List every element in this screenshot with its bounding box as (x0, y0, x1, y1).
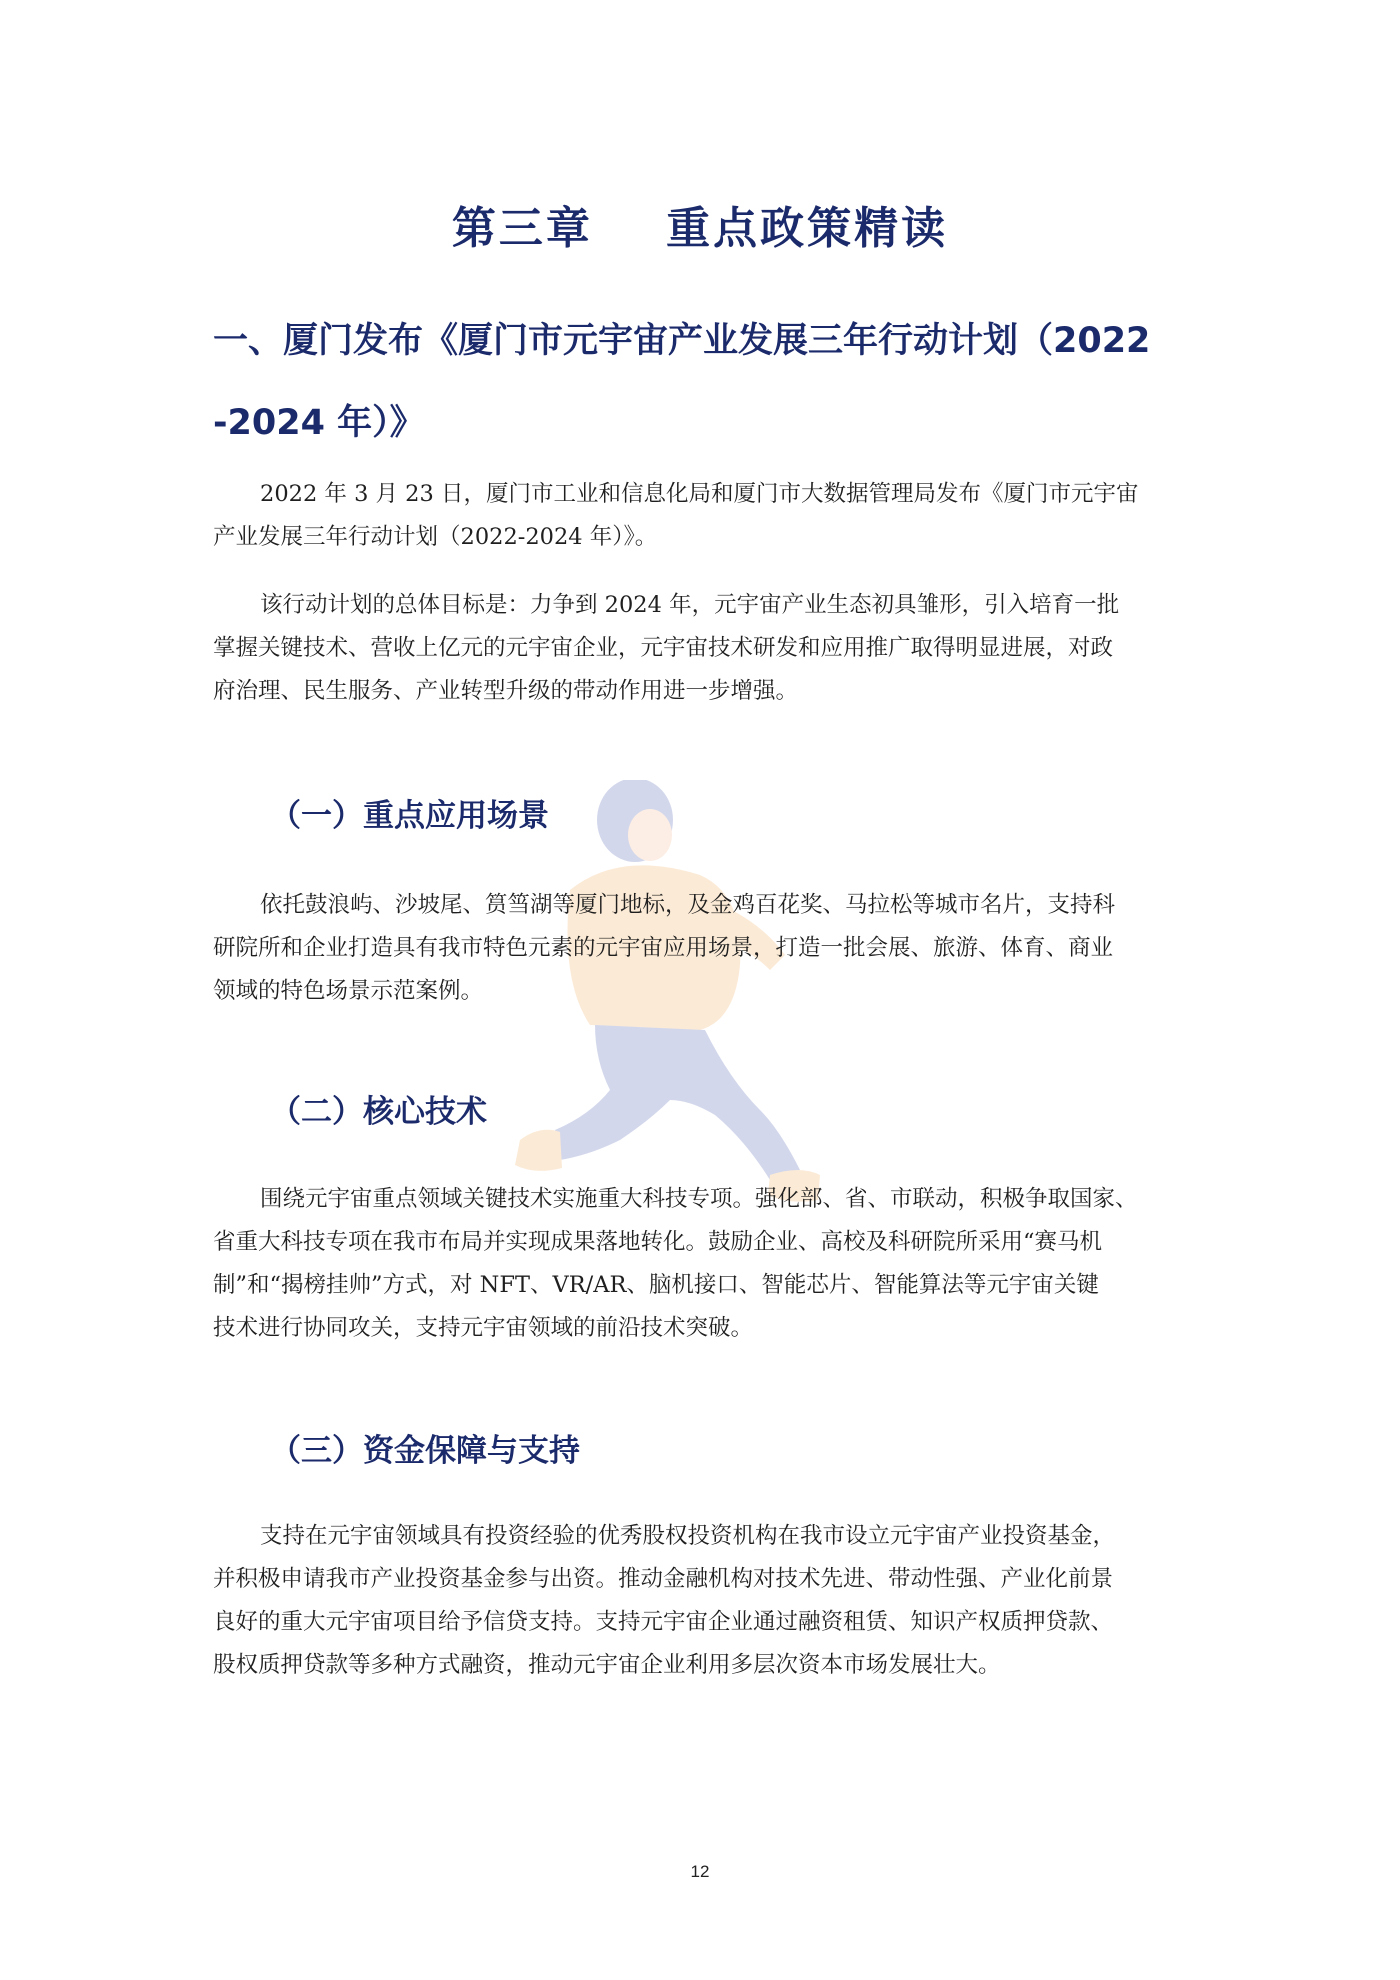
paragraph-line: 良好的重大元宇宙项目给予信贷支持。支持元宇宙企业通过融资租赁、知识产权质押贷款、 (213, 1609, 1114, 1635)
paragraph-line: 省重大科技专项在我市布局并实现成果落地转化。鼓励企业、高校及科研院所采用“赛马机 (213, 1229, 1103, 1255)
subsection-paragraph (213, 884, 1193, 1013)
subsection-paragraph (213, 1178, 1193, 1350)
paragraph-line: 技术进行协同攻关，支持元宇宙领域的前沿技术突破。 (213, 1315, 754, 1341)
paragraph-line: 研院所和企业打造具有我市特色元素的元宇宙应用场景，打造一批会展、旅游、体育、商业 (213, 935, 1114, 961)
subsection-title: （二）核心技术 (270, 1094, 487, 1130)
subsection-paragraph (213, 1515, 1193, 1687)
paragraph-line: 2022 年 3 月 23 日，厦门市工业和信息化局和厦门市大数据管理局发布《厦门市元宇宙 (260, 481, 1139, 507)
chapter-title: 第三章 重点政策精读 (451, 203, 949, 254)
page-number: 12 (690, 1862, 710, 1881)
section-title (213, 300, 1203, 464)
paragraph-line: 制”和“揭榜挂帅”方式，对 NFT、VR/AR、脑机接口、智能芯片、智能算法等元宇宙关键 (213, 1272, 1099, 1298)
paragraph-line: 依托鼓浪屿、沙坡尾、筼筜湖等厦门地标，及金鸡百花奖、马拉松等城市名片，支持科 (260, 892, 1116, 918)
subsection-title: （三）资金保障与支持 (270, 1433, 580, 1469)
subsection-title: （一）重点应用场景 (270, 798, 549, 834)
intro-paragraph (213, 473, 1193, 559)
paragraph-line: 并积极申请我市产业投资基金参与出资。推动金融机构对技术先进、带动性强、产业化前景 (213, 1566, 1114, 1592)
paragraph-line: 股权质押贷款等多种方式融资，推动元宇宙企业利用多层次资本市场发展壮大。 (213, 1652, 1001, 1678)
paragraph-line: 府治理、民生服务、产业转型升级的带动作用进一步增强。 (213, 678, 799, 704)
paragraph-line: 产业发展三年行动计划（2022-2024 年）》。 (213, 524, 658, 550)
section-title-line: 一、厦门发布《厦门市元宇宙产业发展三年行动计划（2022 (213, 321, 1151, 361)
paragraph-line: 该行动计划的总体目标是：力争到 2024 年，元宇宙产业生态初具雏形，引入培育一批 (260, 592, 1120, 618)
section-title-line: -2024 年）》 (213, 403, 425, 443)
intro-paragraph (213, 584, 1193, 713)
paragraph-line: 围绕元宇宙重点领域关键技术实施重大科技专项。强化部、省、市联动，积极争取国家、 (260, 1186, 1138, 1212)
paragraph-line: 支持在元宇宙领域具有投资经验的优秀股权投资机构在我市设立元宇宙产业投资基金， (260, 1523, 1116, 1549)
paragraph-line: 领域的特色场景示范案例。 (213, 978, 484, 1004)
paragraph-line: 掌握关键技术、营收上亿元的元宇宙企业，元宇宙技术研发和应用推广取得明显进展，对政 (213, 635, 1114, 661)
